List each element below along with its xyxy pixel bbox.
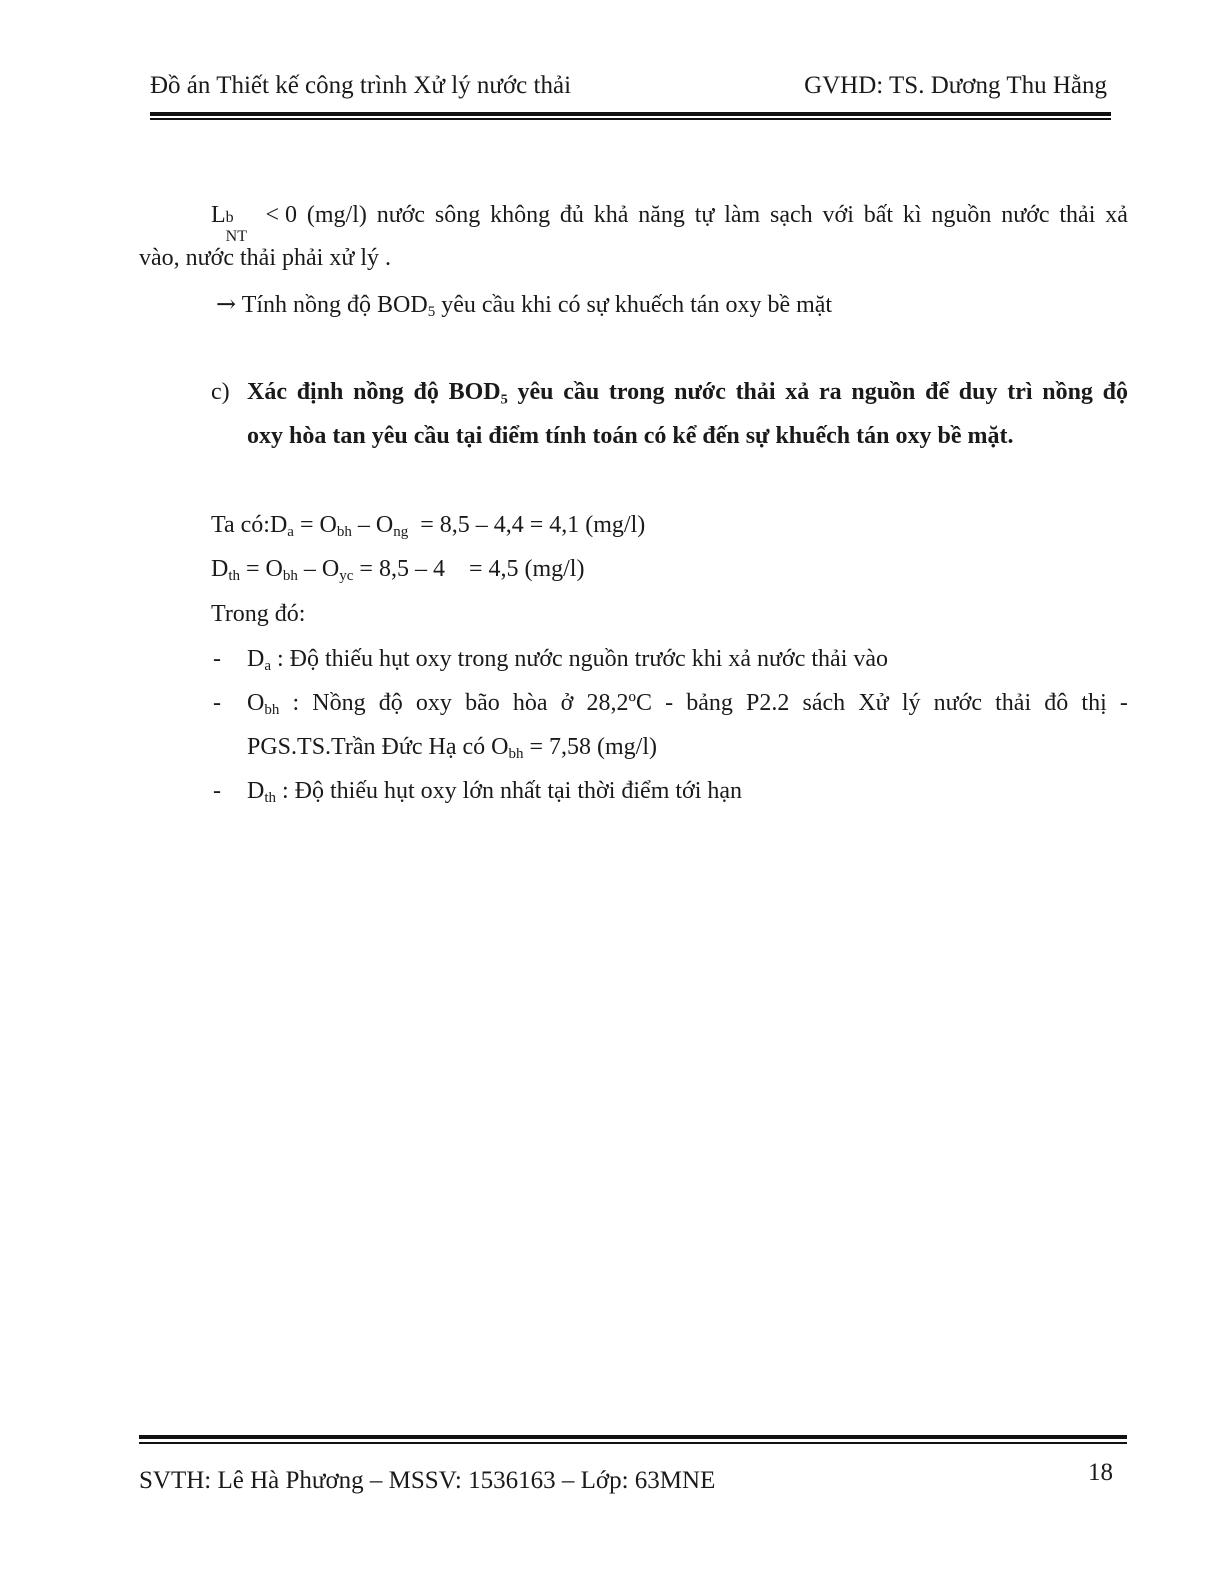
word: ra	[818, 379, 842, 405]
bullet-da: $D_a$ : Độ thiếu hụt oxy trong nước nguồn trước khi xả nước thải vào	[247, 646, 889, 674]
word: độ	[1102, 379, 1128, 405]
word: -	[665, 690, 674, 716]
word: thải	[735, 379, 776, 405]
conclusion-line: → Tính nồng độ $BOD_5$ yêu cầu khi có sự khuếch tán oxy bề mặt	[216, 290, 833, 320]
word: sách	[802, 690, 846, 716]
word: độ	[378, 690, 403, 716]
word: bất	[863, 202, 894, 228]
equation-dth: $D_{th} = O_{bh} - O_{yc} = 8,5 - 4$ = 4,5 (mg/l)	[211, 556, 585, 584]
header-rule	[150, 112, 1111, 116]
word: không	[490, 202, 551, 228]
word: nước	[674, 379, 726, 405]
word: trong	[608, 379, 665, 405]
word: duy	[958, 379, 998, 405]
word: hòa	[512, 690, 548, 716]
word: định	[296, 379, 344, 405]
word: ở	[560, 690, 574, 716]
word: lý	[901, 690, 921, 716]
word: với	[822, 202, 854, 228]
word: BOD₅	[448, 379, 508, 405]
word: trì	[1007, 379, 1033, 405]
word: năng	[638, 202, 685, 228]
word: đô	[1044, 690, 1069, 716]
word: nồng	[353, 379, 404, 405]
word: nước	[933, 690, 982, 716]
word: < 0	[265, 202, 298, 228]
bullet-dash: -	[213, 778, 221, 804]
trong-do-label: Trong đó:	[211, 601, 306, 627]
header-title: Đồ án Thiết kế công trình Xử lý nước thải	[150, 72, 572, 99]
word: -	[1119, 690, 1128, 716]
header-rule-thin	[150, 118, 1111, 120]
word: làm	[724, 202, 761, 228]
word: nước	[1001, 202, 1050, 228]
word: (mg/l)	[306, 202, 367, 228]
arrow-right-icon: →	[216, 290, 237, 318]
equation-da: Ta $có:D_a = O_{bh} - O_{ng} = 8,5 - 4,4 = 4,1$ (mg/l)	[211, 512, 646, 540]
word: 28,2ºC	[586, 690, 652, 716]
word: bảng	[686, 690, 733, 716]
footer-rule-thin	[139, 1442, 1127, 1444]
word: Xác	[247, 379, 287, 405]
bullet-dash: -	[213, 646, 221, 672]
word: cầu	[563, 379, 600, 405]
word: kì	[902, 202, 922, 228]
footer-student-info: SVTH: Lê Hà Phương – MSSV: 1536163 – Lớp: 63MNE	[139, 1467, 716, 1494]
page-number: 18	[1088, 1459, 1113, 1486]
word: Nồng	[312, 690, 366, 716]
word: xả	[785, 379, 810, 405]
word: Xử	[858, 690, 889, 716]
word: :	[292, 690, 300, 716]
word: yêu	[517, 379, 554, 405]
word: nguồn	[851, 379, 916, 405]
word: độ	[413, 379, 439, 405]
paragraph-1-line-2: vào, nước thải phải xử lý .	[139, 245, 391, 271]
word: thải	[1059, 202, 1096, 228]
word: thị	[1081, 690, 1107, 716]
word: nước	[376, 202, 426, 228]
paragraph-1-line-1	[211, 202, 1128, 245]
word: đủ	[559, 202, 584, 228]
word: thải	[995, 690, 1032, 716]
word: sông	[434, 202, 481, 228]
lnt-symbol: L b NT	[211, 202, 247, 245]
header-instructor: GVHD: TS. Dương Thu Hằng	[804, 72, 1107, 99]
word: nồng	[1042, 379, 1093, 405]
footer-rule	[139, 1435, 1127, 1439]
bullet-dth: $D_{th}$ : Độ thiếu hụt oxy lớn nhất tại thời điểm tới hạn	[247, 778, 743, 806]
section-c-heading-line-1	[247, 380, 1128, 404]
bullet-obh-line-2: PGS.TS.Trần Đức Hạ có $O_{bh} = 7,58$ (mg/l)	[247, 734, 657, 762]
section-c-heading-line-2: oxy hòa tan yêu cầu tại điểm tính toán có kể đến sự khuếch tán oxy bề mặt.	[247, 423, 1014, 449]
word: bão	[465, 690, 500, 716]
word: nguồn	[931, 202, 992, 228]
section-c-marker: c)	[211, 379, 230, 405]
bullet-dash: -	[213, 690, 221, 716]
bullet-obh-line-1: $O_{bh}$ : Nồng độ oxy bão hòa ở 28,2ºC - bảng P2.2 sách Xử lý nước thải đô thị -	[247, 690, 1128, 718]
word: để	[925, 379, 950, 405]
word: xả	[1105, 202, 1128, 228]
word: tự	[694, 202, 715, 228]
word: sạch	[770, 202, 813, 228]
word: khả	[593, 202, 629, 228]
word: oxy	[415, 690, 452, 716]
word: P2.2	[746, 690, 790, 716]
